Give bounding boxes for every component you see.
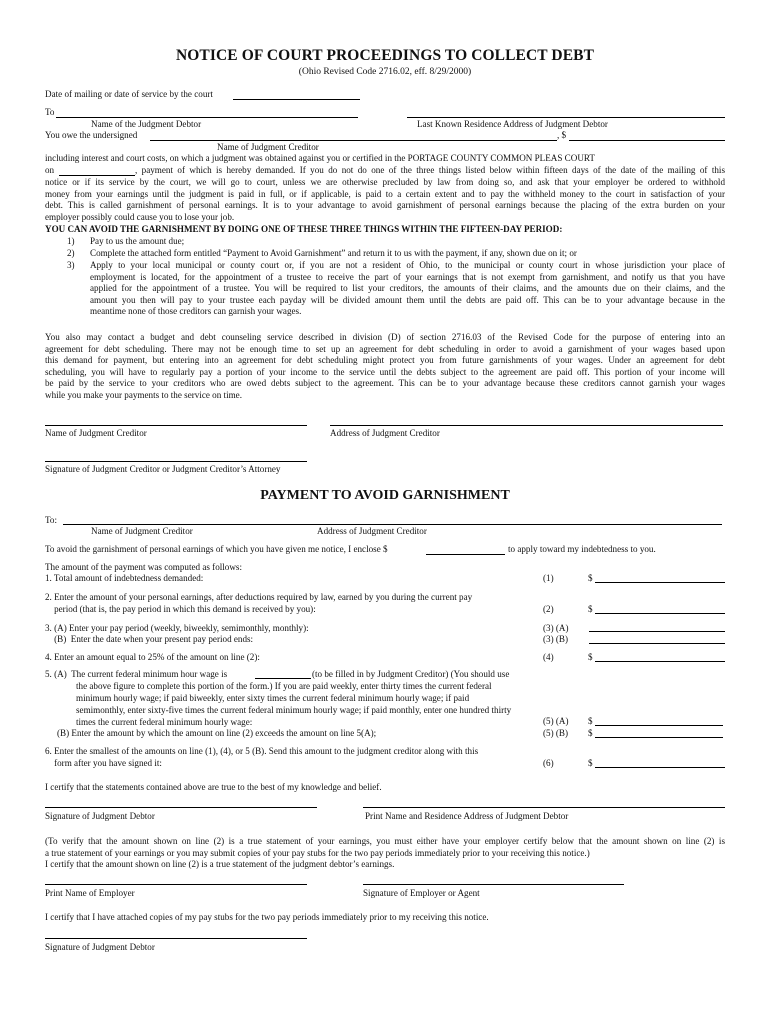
notice-paragraph-first-line (135, 165, 725, 177)
option-text: Pay to us the amount due; (90, 236, 185, 246)
para1-line: debt. This is called garnishment of personal earnings. It is to your advantage to avoid garnishment of personal earnings because the placing of the extra burden on your (45, 200, 725, 211)
verify-paragraph (45, 836, 725, 871)
para1-line: money from your earnings until the judgment is paid in full, or if applicable, is paid to a certain extent and to pay the withheld money to the court in satisfaction of your (45, 188, 725, 199)
debtor-signature-field[interactable] (45, 807, 317, 808)
debtor-signature-caption: Signature of Judgment Debtor (45, 811, 155, 821)
creditor-name-caption: Name of Judgment Creditor (217, 142, 319, 152)
computed-label: The amount of the payment was computed as follows: (45, 562, 242, 572)
item-5-line: minimum hourly wage; if paid biweekly, enter sixty times the current federal minimum hourly wage; if paid (76, 693, 470, 703)
item-3b-code: (3) (B) (543, 634, 568, 644)
debt-counseling-paragraph (45, 332, 725, 402)
item-1-label: 1. Total amount of indebtedness demanded: (45, 573, 204, 583)
debtor-signature-caption-2: Signature of Judgment Debtor (45, 942, 155, 952)
item-5b-code: (5) (B) (543, 728, 568, 738)
option-number: 3) (67, 260, 75, 270)
item-6-label: 6. Enter the smallest of the amounts on line (1), (4), or 5 (B). Send this amount to the judgment creditor along with this (45, 746, 479, 756)
item-3a-code: (3) (A) (543, 623, 569, 633)
debtor-address-caption: Last Known Residence Address of Judgment Debtor (417, 119, 608, 129)
notice-subtitle: (Ohio Revised Code 2716.02, eff. 8/29/2000) (298, 67, 472, 77)
date-label: Date of mailing or date of service by the court (45, 89, 213, 99)
item-1-code: (1) (543, 573, 554, 583)
debtor-name-field[interactable] (56, 117, 358, 118)
item-4-code: (4) (543, 652, 554, 662)
enclosed-amount-field[interactable] (426, 554, 505, 555)
item-5b-field[interactable] (595, 737, 723, 738)
item-6-code: (6) (543, 758, 554, 768)
verify-line: a true statement of your earnings or you may submit copies of your pay stubs for the two pay periods immediately prior to your receiving this notice.) (45, 847, 590, 858)
date-field[interactable] (233, 99, 360, 100)
judgment-date-field[interactable] (59, 175, 135, 176)
item-5a-field[interactable] (595, 725, 723, 726)
employer-signature-caption: Signature of Employer or Agent (363, 888, 480, 898)
para1-line: employer possibly could cause you to lose your job. (45, 211, 235, 222)
item-5-line: semimonthly, enter sixty-five times the current federal minimum hourly wage; if paid monthly, enter one hundred thirty (76, 705, 512, 715)
certify-statement: I certify that the statements contained above are true to the best of my knowledge and belief. (45, 782, 382, 792)
dollar-sign: $ (588, 604, 593, 614)
item-1-field[interactable] (595, 582, 725, 583)
item-5-line: times the current federal minimum hourly wage: (76, 717, 253, 727)
creditor-address-sig-field[interactable] (330, 425, 723, 426)
option-number: 2) (67, 248, 75, 258)
item-4-field[interactable] (595, 661, 725, 662)
item-3b-label: (B) Enter the date when your present pay period ends: (45, 634, 254, 644)
avoid-text: To avoid the garnishment of personal earnings of which you have given me notice, I enclose $ (45, 544, 388, 554)
verify-line: (To verify that the amount shown on line (2) is a true statement of your earnings, you must either have your employer certify below that the amount shown on line (2) is (45, 836, 725, 846)
item-3a-field[interactable] (589, 631, 725, 632)
employer-name-field[interactable] (45, 884, 307, 885)
dollar-sign: $ (588, 652, 593, 662)
item-5a-label: 5. (A) The current federal minimum hour wage is (45, 669, 230, 679)
debtor-address-field[interactable] (407, 117, 725, 118)
item-5a-code: (5) (A) (543, 716, 569, 726)
para1-line: , payment of which is hereby demanded. If you do not do one of the three things listed below within fifteen days of the date of the mailing of this (135, 165, 725, 175)
para2-line: be paid by the service to your creditors who are owed debts subject to the agreement. This can be to your advantage because these creditors cannot garnish your wages (45, 378, 725, 389)
dollar-sign: $ (588, 728, 593, 738)
creditor-signature-caption: Signature of Judgment Creditor or Judgment Creditor’s Attorney (45, 464, 281, 474)
item-2-label: period (that is, the pay period in which this demand is received by you): (45, 604, 316, 614)
creditor-name-field[interactable] (150, 140, 557, 141)
dollar-sign: $ (588, 573, 593, 583)
pay-creditor-address-caption: Address of Judgment Creditor (317, 526, 427, 536)
employer-name-caption: Print Name of Employer (45, 888, 135, 898)
item-2-field[interactable] (595, 613, 725, 614)
payment-title: PAYMENT TO AVOID GARNISHMENT (260, 488, 510, 503)
option-3-text (90, 260, 725, 318)
debtor-name-caption: Name of the Judgment Debtor (91, 119, 202, 129)
debtor-print-name-caption: Print Name and Residence Address of Judgment Debtor (365, 811, 569, 821)
three-things-heading: YOU CAN AVOID THE GARNISHMENT BY DOING ONE OF THESE THREE THINGS WITHIN THE FIFTEEN-DAY PERIOD: (45, 224, 563, 234)
verify-line: I certify that the amount shown on line (2) is a true statement of the judgment debtor’s earnings. (45, 859, 395, 870)
item-3a-label: 3. (A) Enter your pay period (weekly, biweekly, semimonthly, monthly): (45, 623, 309, 633)
item-2-label: 2. Enter the amount of your personal earnings, after deductions required by law, earned by you during the current pay (45, 592, 473, 602)
notice-paragraph (45, 177, 725, 223)
dollar-sign: $ (588, 716, 593, 726)
debtor-print-name-field[interactable] (363, 807, 725, 808)
to-colon-label: To: (45, 515, 57, 525)
option3-line: meantime none of those creditors can garnish your wages. (90, 306, 302, 317)
to-label: To (45, 107, 55, 117)
attached-statement: I certify that I have attached copies of my pay stubs for the two pay periods immediately prior to my receiving this notice. (45, 912, 489, 922)
option3-line: Apply to your local municipal or county court or, if you are not a resident of Ohio, to the municipal or county court in whose jurisdiction your place of (90, 260, 725, 270)
including-text: including interest and court costs, on which a judgment was obtained against you or certified in the PORTAGE COUNTY COMMON PLEAS COURT (45, 153, 595, 163)
para2-line: scheduling, you will have to regularly pay a portion of your income to the service until the debts subject to the agreement are paid off. This portion of your income will (45, 366, 725, 377)
debtor-signature-field-2[interactable] (45, 938, 307, 939)
option-number: 1) (67, 236, 75, 246)
pay-creditor-name-caption: Name of Judgment Creditor (91, 526, 193, 536)
item-5a-label-end: (to be filled in by Judgment Creditor) (You should use (312, 669, 510, 679)
para2-line: while you make your payments to the service on time. (45, 389, 242, 400)
amount-owed-field[interactable] (569, 140, 725, 141)
item-3b-field[interactable] (589, 643, 725, 644)
option3-line: amount you then will pay to your trustee each payday will be divided amount them until the debts are paid off. This can be to your advantage because in the (90, 294, 725, 305)
to-creditor-field[interactable] (63, 524, 722, 525)
creditor-signature-field[interactable] (45, 461, 307, 462)
para2-line: agreement for debt scheduling. There may not be enough time to set up an agreement for debt scheduling in order to avoid a garnishment of your wages based upon (45, 343, 725, 354)
option-text: Complete the attached form entitled “Payment to Avoid Garnishment” and return it to us with the payment, if any, shown due on it; or (90, 248, 577, 258)
item-5-line: the above figure to complete this portion of the form.) If you are paid weekly, enter thirty times the current federal (76, 681, 492, 691)
item-2-code: (2) (543, 604, 554, 614)
you-owe-label: You owe the undersigned (45, 130, 138, 140)
item-6-field[interactable] (595, 767, 725, 768)
para2-line: You also may contact a budget and debt counseling service described in division (D) of section 2716.03 of the Revised Code for the purpose of entering into an (45, 332, 725, 342)
avoid-text-end: to apply toward my indebtedness to you. (508, 544, 656, 554)
option3-line: employment is located, for the appointment of a trustee to receive the part of your earnings that is not exempt from garnishment, and notify us that you have (90, 271, 725, 282)
notice-title: NOTICE OF COURT PROCEEDINGS TO COLLECT DEBT (175, 47, 595, 64)
item-5b-label: (B) Enter the amount by which the amount on line (2) exceeds the amount on line 5(A); (57, 728, 377, 738)
creditor-name-sig-caption: Name of Judgment Creditor (45, 428, 147, 438)
amount-dollar: , $ (557, 130, 567, 140)
creditor-name-sig-field[interactable] (45, 425, 307, 426)
item-6-label: form after you have signed it: (45, 758, 162, 768)
min-wage-field[interactable] (255, 678, 311, 679)
option3-line: applied for the appointment of a trustee. You will be required to list your creditors, the amounts of their claims, and the amounts due on their claims, and the (90, 283, 725, 294)
item-4-label: 4. Enter an amount equal to 25% of the amount on line (2): (45, 652, 260, 662)
dollar-sign: $ (588, 758, 593, 768)
employer-signature-field[interactable] (363, 884, 624, 885)
para1-line: notice or if its service by the court, we will go to court, unless we are otherwise precluded by law from doing so, and ask that your employer be ordered to withhold (45, 177, 725, 187)
creditor-address-sig-caption: Address of Judgment Creditor (330, 428, 440, 438)
on-label: on (45, 165, 55, 175)
para2-line: this demand for payment, but entering into an agreement for debt scheduling might protect you from future garnishments of your wages. Under an agreement for debt (45, 355, 725, 366)
